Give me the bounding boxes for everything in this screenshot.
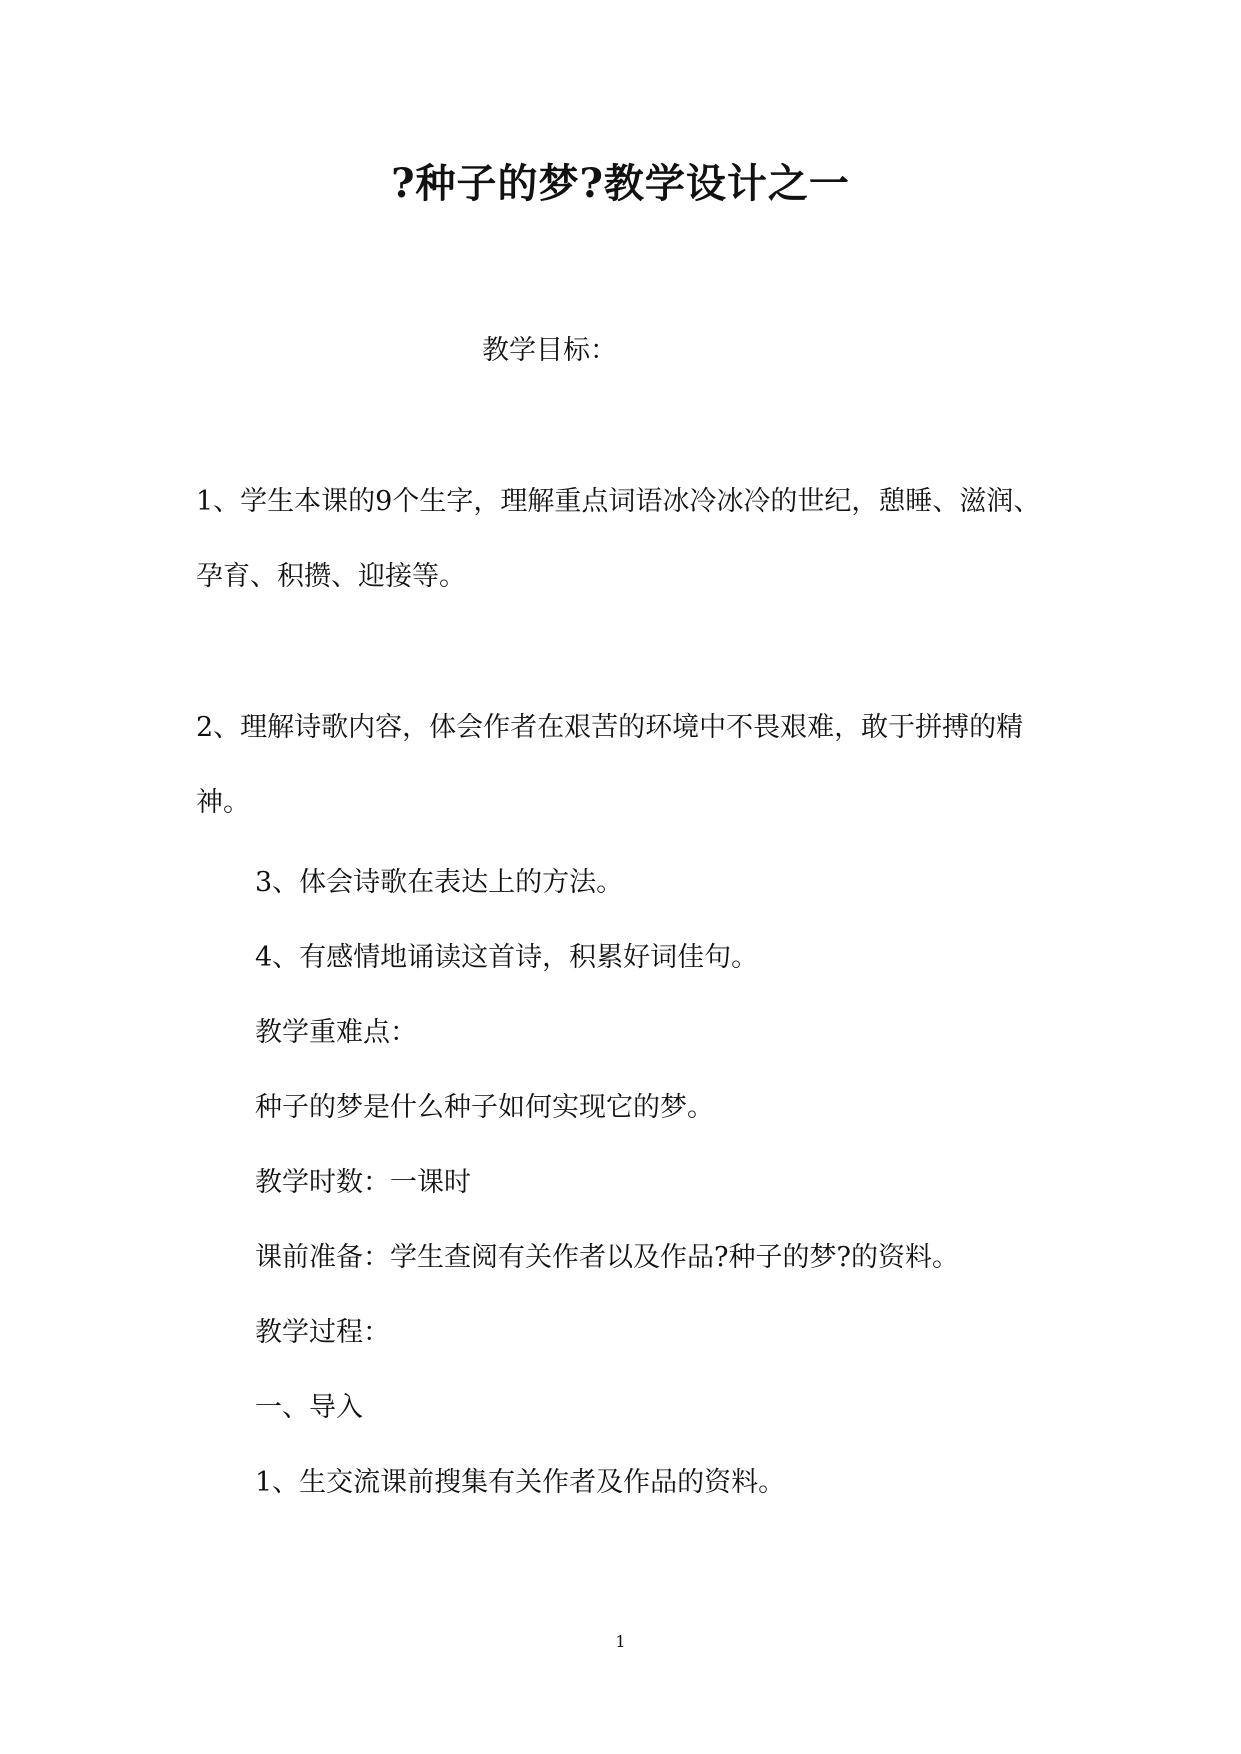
page-number: 1 xyxy=(615,1632,626,1651)
document-title: ?种子的梦?教学设计之一 xyxy=(391,160,850,207)
objective-4: 4、有感情地诵读这首诗，积累好词佳句。 xyxy=(255,942,759,973)
objective-2: 2、理解诗歌内容，体会作者在艰苦的环境中不畏艰难，敢于拼搏的精神。 xyxy=(196,712,1024,818)
class-hours: 教学时数：一课时 xyxy=(255,1167,471,1198)
key-points-text: 种子的梦是什么种子如何实现它的梦。 xyxy=(255,1092,714,1123)
process-heading: 教学过程： xyxy=(255,1317,390,1348)
preparation: 课前准备：学生查阅有关作者以及作品?种子的梦?的资料。 xyxy=(255,1242,959,1273)
objective-1: 1、学生本课的9个生字，理解重点词语冰冷冰冷的世纪，憩睡、滋润、孕育、积攒、迎接等。 xyxy=(196,486,1041,592)
objective-3: 3、体会诗歌在表达上的方法。 xyxy=(255,867,624,898)
step-1: 1、生交流课前搜集有关作者及作品的资料。 xyxy=(255,1467,786,1498)
objectives-heading: 教学目标： xyxy=(482,335,617,366)
section-1-heading: 一、导入 xyxy=(255,1392,363,1423)
key-points-heading: 教学重难点： xyxy=(255,1017,417,1048)
